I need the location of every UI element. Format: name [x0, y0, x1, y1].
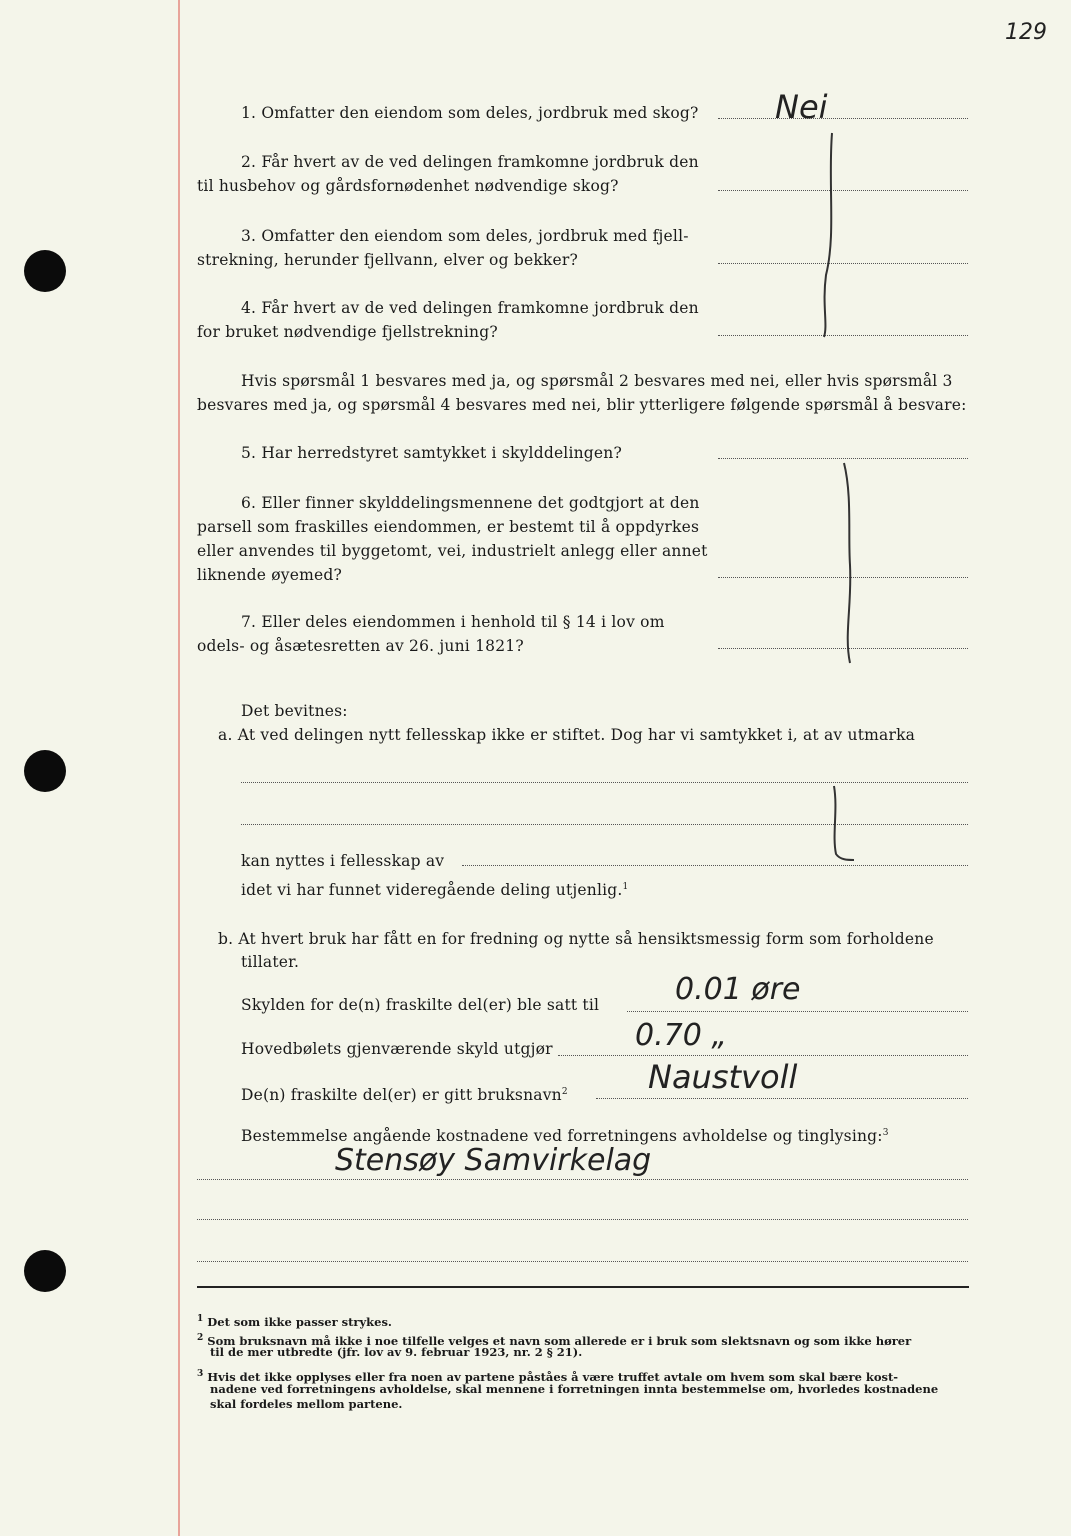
question-7-line-1: 7. Eller deles eiendommen i henhold til § 14 i lov om — [241, 613, 665, 631]
bevitnes-a-line-3: idet vi har funnet videregående deling utjenlig.$^1$ — [241, 881, 629, 900]
skyld-line — [627, 1010, 968, 1012]
bevitnes-a-line-1: a. At ved delingen nytt fellesskap ikke er stiftet. Dog har vi samtykket i, at av utmarka — [218, 726, 916, 744]
answer-line-q1 — [718, 117, 968, 119]
question-2-line-2: til husbehov og gårdsfornødenhet nødvendige skog? — [197, 177, 619, 195]
question-4-line-1: 4. Får hvert av de ved delingen framkomne jordbruk den — [241, 299, 699, 317]
hovedbol-line — [558, 1054, 968, 1056]
question-5-line-1: 5. Har herredstyret samtykket i skylddelingen? — [241, 444, 622, 462]
red-margin-line — [178, 0, 180, 1536]
hovedbol-label: Hovedbølets gjenværende skyld utgjør — [241, 1040, 553, 1058]
handwritten-brace-q2-q4 — [810, 125, 850, 345]
question-6-line-3: eller anvendes til byggetomt, vei, industrielt anlegg eller annet — [197, 542, 708, 560]
footnote-separator — [197, 1286, 969, 1288]
bevitnes-b-line-2: tillater. — [241, 953, 300, 971]
hovedbol-value: 0.70 „ — [635, 1018, 727, 1053]
bestemmelse-value: Stensøy Samvirkelag — [335, 1143, 652, 1178]
footnote-3-line-3: skal fordeles mellom partene. — [210, 1397, 403, 1411]
footnote-3-line-2: nadene ved forretningens avholdelse, skal mennene i forretningen innta bestemmelse om, hvorledes kostnadene — [210, 1382, 939, 1396]
question-4-line-2: for bruket nødvendige fjellstrekning? — [197, 323, 498, 341]
question-6-line-4: liknende øyemed? — [197, 566, 343, 584]
binder-hole-middle — [24, 750, 66, 792]
fill-line-a-3 — [462, 864, 968, 866]
question-6-line-2: parsell som fraskilles eiendommen, er bestemt til å oppdyrkes — [197, 518, 700, 536]
skyld-value: 0.01 øre — [675, 972, 801, 1007]
bestemmelse-label: Bestemmelse angående kostnadene ved forretningens avholdelse og tinglysing:$^3$ — [241, 1127, 889, 1146]
question-1-line-1: 1. Omfatter den eiendom som deles, jordbruk med skog? — [241, 104, 699, 122]
bevitnes-heading: Det bevitnes: — [241, 702, 348, 720]
bestemmelse-line-3 — [197, 1260, 968, 1262]
question-3-line-1: 3. Omfatter den eiendom som deles, jordbruk med fjell- — [241, 227, 689, 245]
bruksnavn-label: De(n) fraskilte del(er) er gitt bruksnavn$^2$ — [241, 1086, 568, 1105]
footnote-2-line-1: $^2$ Som bruksnavn må ikke i noe tilfelle velges et navn som allerede er i bruk som slektsnavn og som ikke hører — [197, 1333, 912, 1348]
bestemmelse-line-2 — [197, 1218, 968, 1220]
page-number: 129 — [1005, 20, 1047, 45]
binder-hole-top — [24, 250, 66, 292]
handwritten-brace-q5-q7 — [830, 455, 870, 670]
question-3-line-2: strekning, herunder fjellvann, elver og bekker? — [197, 251, 579, 269]
question-2-line-1: 2. Får hvert av de ved delingen framkomne jordbruk den — [241, 153, 699, 171]
instruction-line-2: besvares med ja, og spørsmål 4 besvares med nei, blir ytterligere følgende spørsmål å besvare: — [197, 396, 967, 414]
question-7-line-2: odels- og åsætesretten av 26. juni 1821? — [197, 637, 524, 655]
answer-q1: Nei — [775, 88, 828, 126]
footnote-2-line-2: til de mer utbredte (jfr. lov av 9. februar 1923, nr. 2 § 21). — [210, 1345, 583, 1359]
bevitnes-a-line-2: kan nyttes i fellesskap av — [241, 852, 445, 870]
footnote-3-line-1: $^3$ Hvis det ikke opplyses eller fra noen av partene påståes å være truffet avtale om hvem som skal bære kost- — [197, 1369, 899, 1384]
bruksnavn-value: Naustvoll — [648, 1058, 798, 1096]
handwritten-brace-a — [820, 780, 860, 865]
skyld-label: Skylden for de(n) fraskilte del(er) ble satt til — [241, 996, 600, 1014]
question-6-line-1: 6. Eller finner skylddelingsmennene det godtgjort at den — [241, 494, 700, 512]
footnote-1: $^1$ Det som ikke passer strykes. — [197, 1314, 392, 1329]
bevitnes-b-line-1: b. At hvert bruk har fått en for fredning og nytte så hensiktsmessig form som forholdene — [218, 930, 934, 948]
binder-hole-bottom — [24, 1250, 66, 1292]
instruction-line-1: Hvis spørsmål 1 besvares med ja, og spørsmål 2 besvares med nei, eller hvis spørsmål 3 — [241, 372, 953, 390]
bestemmelse-line-1 — [197, 1178, 968, 1180]
bruksnavn-line — [596, 1097, 968, 1099]
